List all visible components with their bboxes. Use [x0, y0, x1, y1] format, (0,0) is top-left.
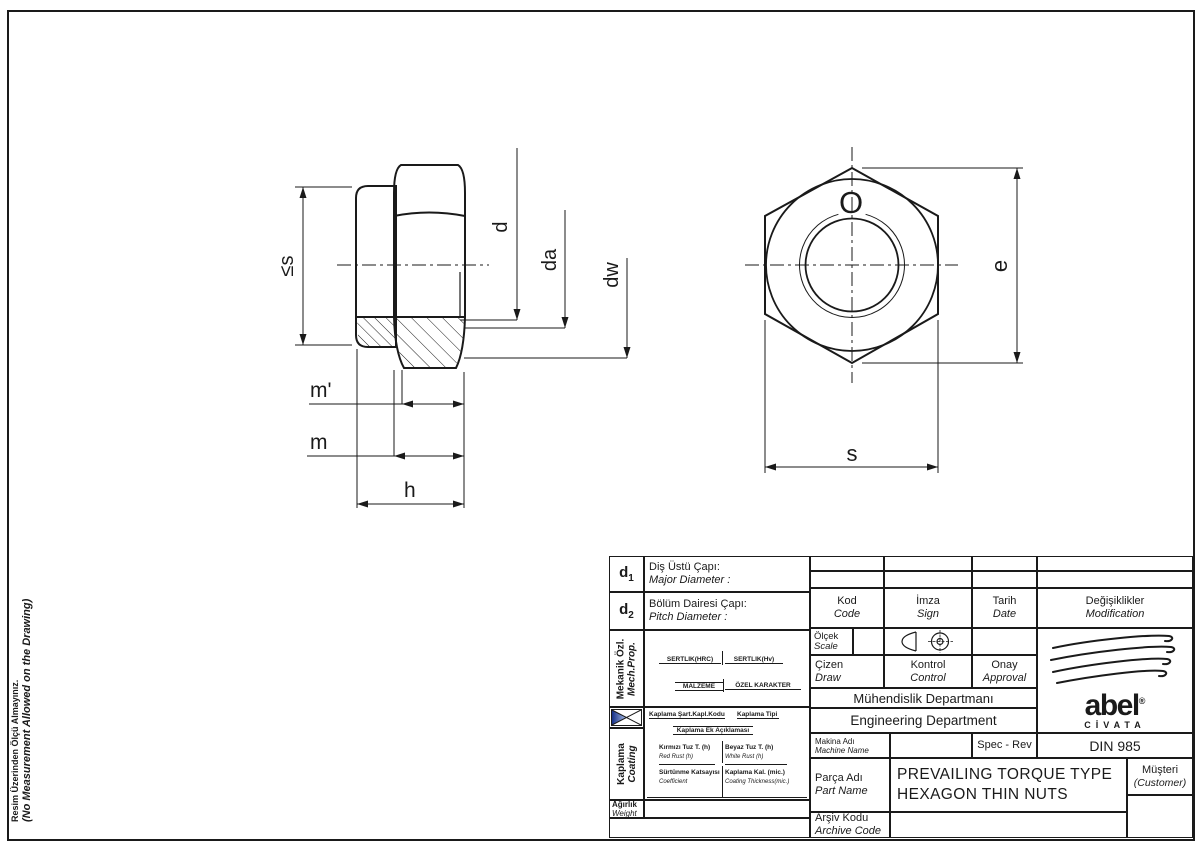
sign-label-tr: İmza: [916, 595, 940, 607]
scale-row-empty-cell: [972, 628, 1037, 655]
field-white-rust-tr: Beyaz Tuz T. (h): [725, 744, 774, 751]
code-label-en: Code: [833, 608, 861, 620]
archive-label-tr: Arşiv Kodu: [815, 812, 869, 824]
department-en-cell: [810, 708, 1037, 733]
field-hardness-hv: SERTLIK(Hv): [725, 656, 783, 664]
department-tr-cell: [810, 688, 1037, 708]
field-friction-tr: Sürtünme Katsayısı: [659, 769, 720, 776]
machine-label-en: Machine Name: [815, 745, 869, 755]
coating-symbol-cell: [609, 707, 644, 728]
first-angle-projection-icon: [900, 630, 956, 653]
date-header-cell: [972, 588, 1037, 628]
d1-desc-cell: [644, 556, 810, 592]
nut-chamfer-line: [394, 213, 465, 217]
d2-sub: 2: [628, 610, 634, 621]
mech-label-cell: [609, 630, 644, 707]
field-white-rust-en: White Rust (h): [725, 754, 764, 760]
title-block: [609, 556, 1193, 838]
dim-label-s-flats: ≤s: [276, 255, 298, 277]
draw-label-tr: Çizen: [815, 658, 844, 671]
dim-label-s: s: [846, 441, 858, 466]
rev-row1-date-cell: [972, 556, 1037, 571]
d1-sub: 1: [628, 573, 634, 584]
scale-cell: [810, 628, 853, 655]
modification-label-en: Modification: [1085, 608, 1145, 620]
dim-label-d: d: [490, 221, 512, 233]
collar-hatch: [357, 318, 395, 346]
dim-label-e: e: [987, 259, 1012, 273]
field-red-rust-tr: Kırmızı Tuz T. (h): [659, 744, 711, 751]
note-line-tr: Resim Üzerinden Ölçü Almayınız.: [10, 679, 20, 822]
field-hardness-hrc: SERTLIK(HRC): [659, 656, 721, 664]
weight-label-cell: [609, 800, 644, 818]
d2-symbol: d: [619, 601, 629, 618]
mech-fields-cell: [644, 630, 810, 707]
weight-label-en: Weight: [612, 809, 637, 818]
control-label-tr: Kontrol: [910, 658, 946, 671]
machine-value-cell: [890, 733, 972, 758]
control-cell: [884, 655, 972, 688]
dim-label-h: h: [404, 479, 416, 502]
mech-divider-2: [723, 679, 724, 692]
nut-hatch: [395, 318, 464, 367]
machine-label-tr: Makina Adı: [815, 736, 855, 746]
date-label-en: Date: [992, 608, 1017, 620]
d2-label-tr: Bölüm Dairesi Çapı:: [649, 598, 747, 610]
coating-label-cell: [609, 728, 644, 800]
field-red-rust-en: Red Rust (h): [659, 754, 694, 760]
code-header-cell: [810, 588, 884, 628]
modification-header-cell: [1037, 588, 1193, 628]
dim-label-da: da: [539, 248, 561, 272]
customer-label-tr: Müşteri: [1141, 763, 1179, 776]
sign-label-en: Sign: [916, 608, 940, 620]
face-marking-o: O: [838, 185, 864, 220]
d2-desc-cell: [644, 592, 810, 630]
rev-row2-sign-cell: [884, 571, 972, 588]
side-section-view: [337, 165, 489, 368]
archive-value-cell: [890, 812, 1127, 838]
d2-symbol-cell: [609, 592, 644, 630]
customer-label-en: (Customer): [1133, 776, 1187, 789]
part-label-tr: Parça Adı: [815, 772, 863, 784]
date-label-tr: Tarih: [992, 595, 1017, 607]
d1-symbol-cell: [609, 556, 644, 592]
scale-value-cell: [853, 628, 884, 655]
part-name-cell: [890, 758, 1127, 812]
approval-cell: [972, 655, 1037, 688]
hex-view-dimensions: [765, 168, 1023, 473]
part-name-line1: PREVAILING TORQUE TYPE: [897, 766, 1113, 783]
archive-label-en: Archive Code: [815, 825, 882, 837]
rev-row1-sign-cell: [884, 556, 972, 571]
department-en: Engineering Department: [850, 713, 997, 728]
draw-cell: [810, 655, 884, 688]
mech-label-en: Mech.Prop.: [626, 641, 638, 696]
spec-rev-cell: [972, 733, 1037, 758]
d1-label-en: Major Diameter :: [649, 574, 731, 586]
spring-sketch-icon: [1045, 632, 1185, 688]
spec-rev-label: Spec - Rev: [977, 739, 1032, 751]
field-coating-type: Kaplama Tipi: [737, 711, 778, 718]
customer-value-cell: [1127, 795, 1193, 838]
weight-value-cell: [644, 800, 810, 818]
part-name-line2: HEXAGON THIN NUTS: [897, 786, 1069, 803]
d1-symbol: d: [619, 564, 629, 581]
field-friction-en: Coefficient: [659, 779, 688, 785]
logo-name: abel: [1084, 688, 1139, 722]
coating-label-en: Coating: [626, 745, 638, 783]
mech-label-tr: Mekanik Özl.: [615, 638, 627, 699]
scale-label-tr: Ölçek: [814, 630, 839, 642]
note-line-en: (No Measurement Allowed on the Drawing): [21, 598, 33, 822]
coating-fields-cell: [644, 707, 810, 800]
field-coating-extra: Kaplama Ek Açıklaması: [673, 726, 753, 735]
weight-label-tr: Ağırlık: [612, 800, 637, 809]
left-bottom-empty-cell: [609, 818, 810, 838]
rev-row2-code-cell: [810, 571, 884, 588]
field-thickness-tr: Kaplama Kal. (mic.): [725, 769, 785, 776]
coating-label-tr: Kaplama: [615, 743, 627, 785]
d1-label-tr: Diş Üstü Çapı:: [649, 561, 720, 573]
modification-label-tr: Değişiklikler: [1085, 595, 1145, 607]
logo-subtitle: CİVATA: [1084, 719, 1146, 730]
field-coating-condition-code: Kaplama Şart.Kapl.Kodu: [649, 711, 725, 718]
rev-row1-mod-cell: [1037, 556, 1193, 571]
d2-label-en: Pitch Diameter :: [649, 611, 728, 623]
standard-number: DIN 985: [1089, 737, 1141, 754]
logo-wordmark: [1084, 688, 1146, 722]
code-label-tr: Kod: [837, 595, 857, 607]
rev-row2-date-cell: [972, 571, 1037, 588]
dim-label-m: m: [310, 431, 328, 454]
department-tr: Mühendislik Departmanı: [853, 690, 994, 706]
coating-divider-1: [722, 741, 723, 763]
coating-x-symbol: [611, 709, 642, 726]
control-label-en: Control: [910, 671, 946, 684]
scale-label-en: Scale: [814, 640, 838, 652]
company-logo-cell: [1037, 628, 1193, 733]
approval-label-tr: Onay: [991, 658, 1018, 671]
field-material: MALZEME: [675, 682, 723, 691]
dim-label-m-prime: m': [310, 379, 332, 402]
mech-divider-1: [722, 651, 723, 665]
standard-cell: [1037, 733, 1193, 758]
hex-view-labels: [839, 185, 1012, 466]
field-thickness-en: Coating Thickness(mic.): [725, 779, 790, 785]
machine-name-cell: [810, 733, 890, 758]
approval-label-en: Approval: [982, 671, 1027, 684]
field-special-character: ÖZEL KARAKTER: [725, 682, 801, 690]
sign-header-cell: [884, 588, 972, 628]
hex-top-view: [745, 147, 958, 383]
draw-label-en: Draw: [815, 671, 841, 684]
coating-bottom-line: [647, 797, 807, 798]
part-name-label-cell: [810, 758, 890, 812]
dim-label-dw: dw: [601, 262, 623, 288]
part-label-en: Part Name: [815, 785, 868, 797]
rev-row2-mod-cell: [1037, 571, 1193, 588]
coating-divider-2: [722, 766, 723, 798]
logo-registered-mark: ®: [1138, 695, 1146, 706]
projection-symbol-cell: [884, 628, 972, 655]
customer-label-cell: [1127, 758, 1193, 795]
archive-label-cell: [810, 812, 890, 838]
rev-row1-code-cell: [810, 556, 884, 571]
